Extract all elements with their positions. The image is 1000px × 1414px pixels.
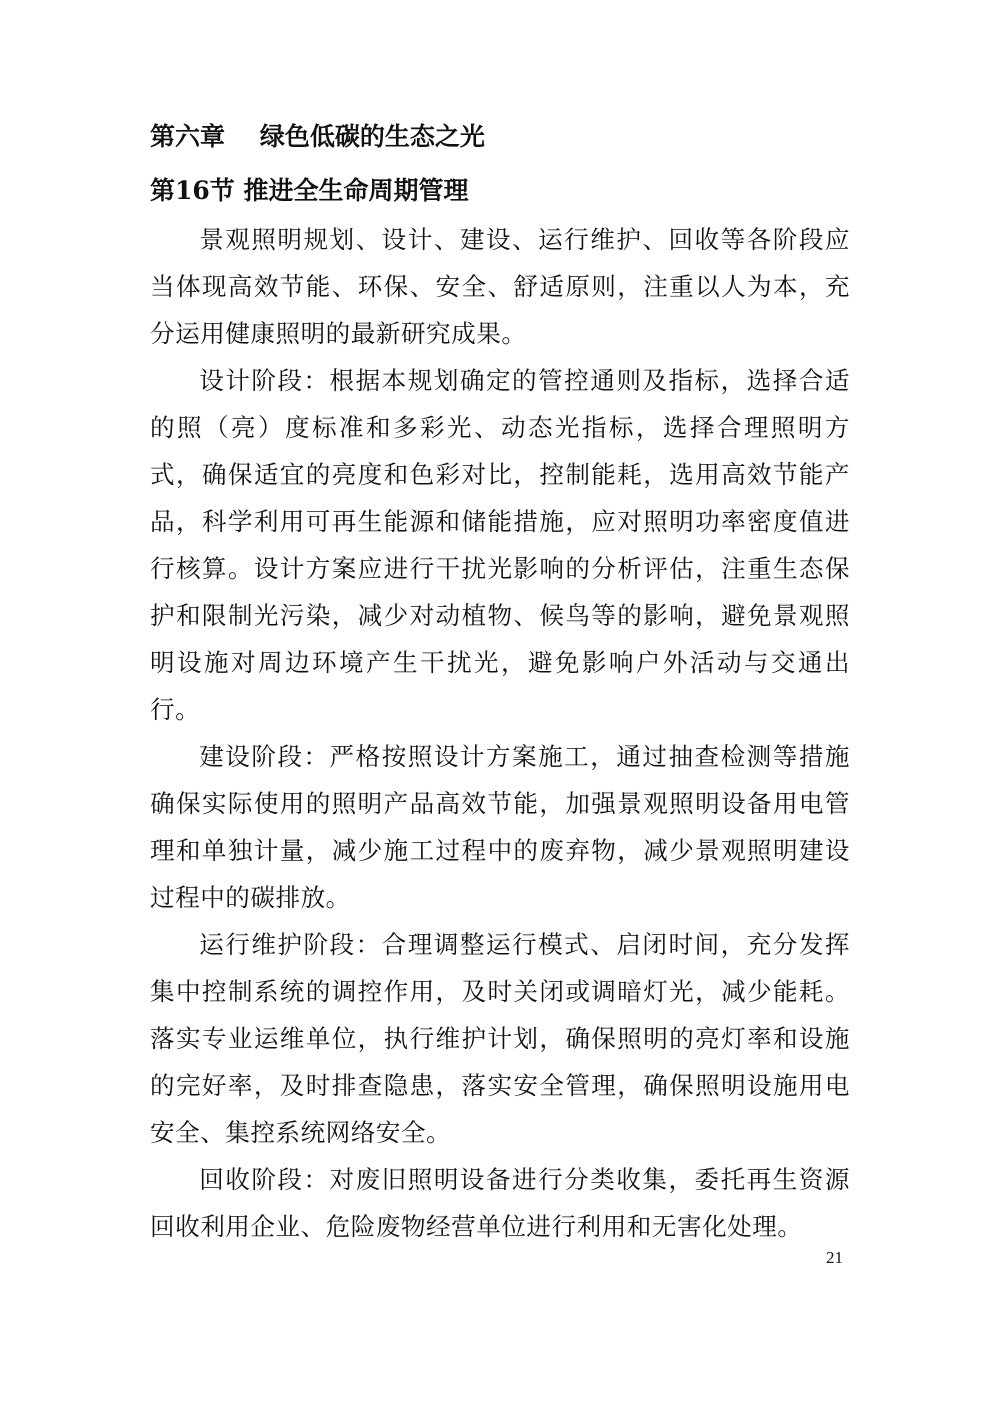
paragraph-design-stage: 设计阶段：根据本规划确定的管控通则及指标，选择合适的照（亮）度标准和多彩光、动态光指标，选择合理照明方式，确保适宜的亮度和色彩对比，控制能耗，选用高效节能产品，科学利用可再生能源和储能措施，应对照明功率密度值进行核算。设计方案应进行干扰光影响的分析评估，注重生态保护和限制光污染，减少对动植物、候鸟等的影响，避免景观照明设施对周边环境产生干扰光，避免影响户外活动与交通出行。 — [150, 366, 850, 724]
document-page — [150, 112, 850, 1250]
paragraph-recycling-stage: 回收阶段：对废旧照明设备进行分类收集，委托再生资源回收利用企业、危险废物经营单位进行利用和无害化处理。 — [150, 1165, 850, 1241]
chapter-title: 第六章 绿色低碳的生态之光 — [150, 122, 485, 151]
page-number: 21 — [826, 1248, 843, 1267]
paragraph-operation-stage: 运行维护阶段：合理调整运行模式、启闭时间，充分发挥集中控制系统的调控作用，及时关闭或调暗灯光，减少能耗。落实专业运维单位，执行维护计划，确保照明的亮灯率和设施的完好率，及时排查隐患，落实安全管理，确保照明设施用电安全、集控系统网络安全。 — [150, 930, 850, 1147]
paragraph-intro: 景观照明规划、设计、建设、运行维护、回收等各阶段应当体现高效节能、环保、安全、舒适原则，注重以人为本，充分运用健康照明的最新研究成果。 — [150, 225, 850, 348]
paragraph-construction-stage: 建设阶段：严格按照设计方案施工，通过抽查检测等措施确保实际使用的照明产品高效节能，加强景观照明设备用电管理和单独计量，减少施工过程中的废弃物，减少景观照明建设过程中的碳排放。 — [150, 742, 850, 912]
section-title: 第16节 推进全生命周期管理 — [150, 176, 469, 205]
